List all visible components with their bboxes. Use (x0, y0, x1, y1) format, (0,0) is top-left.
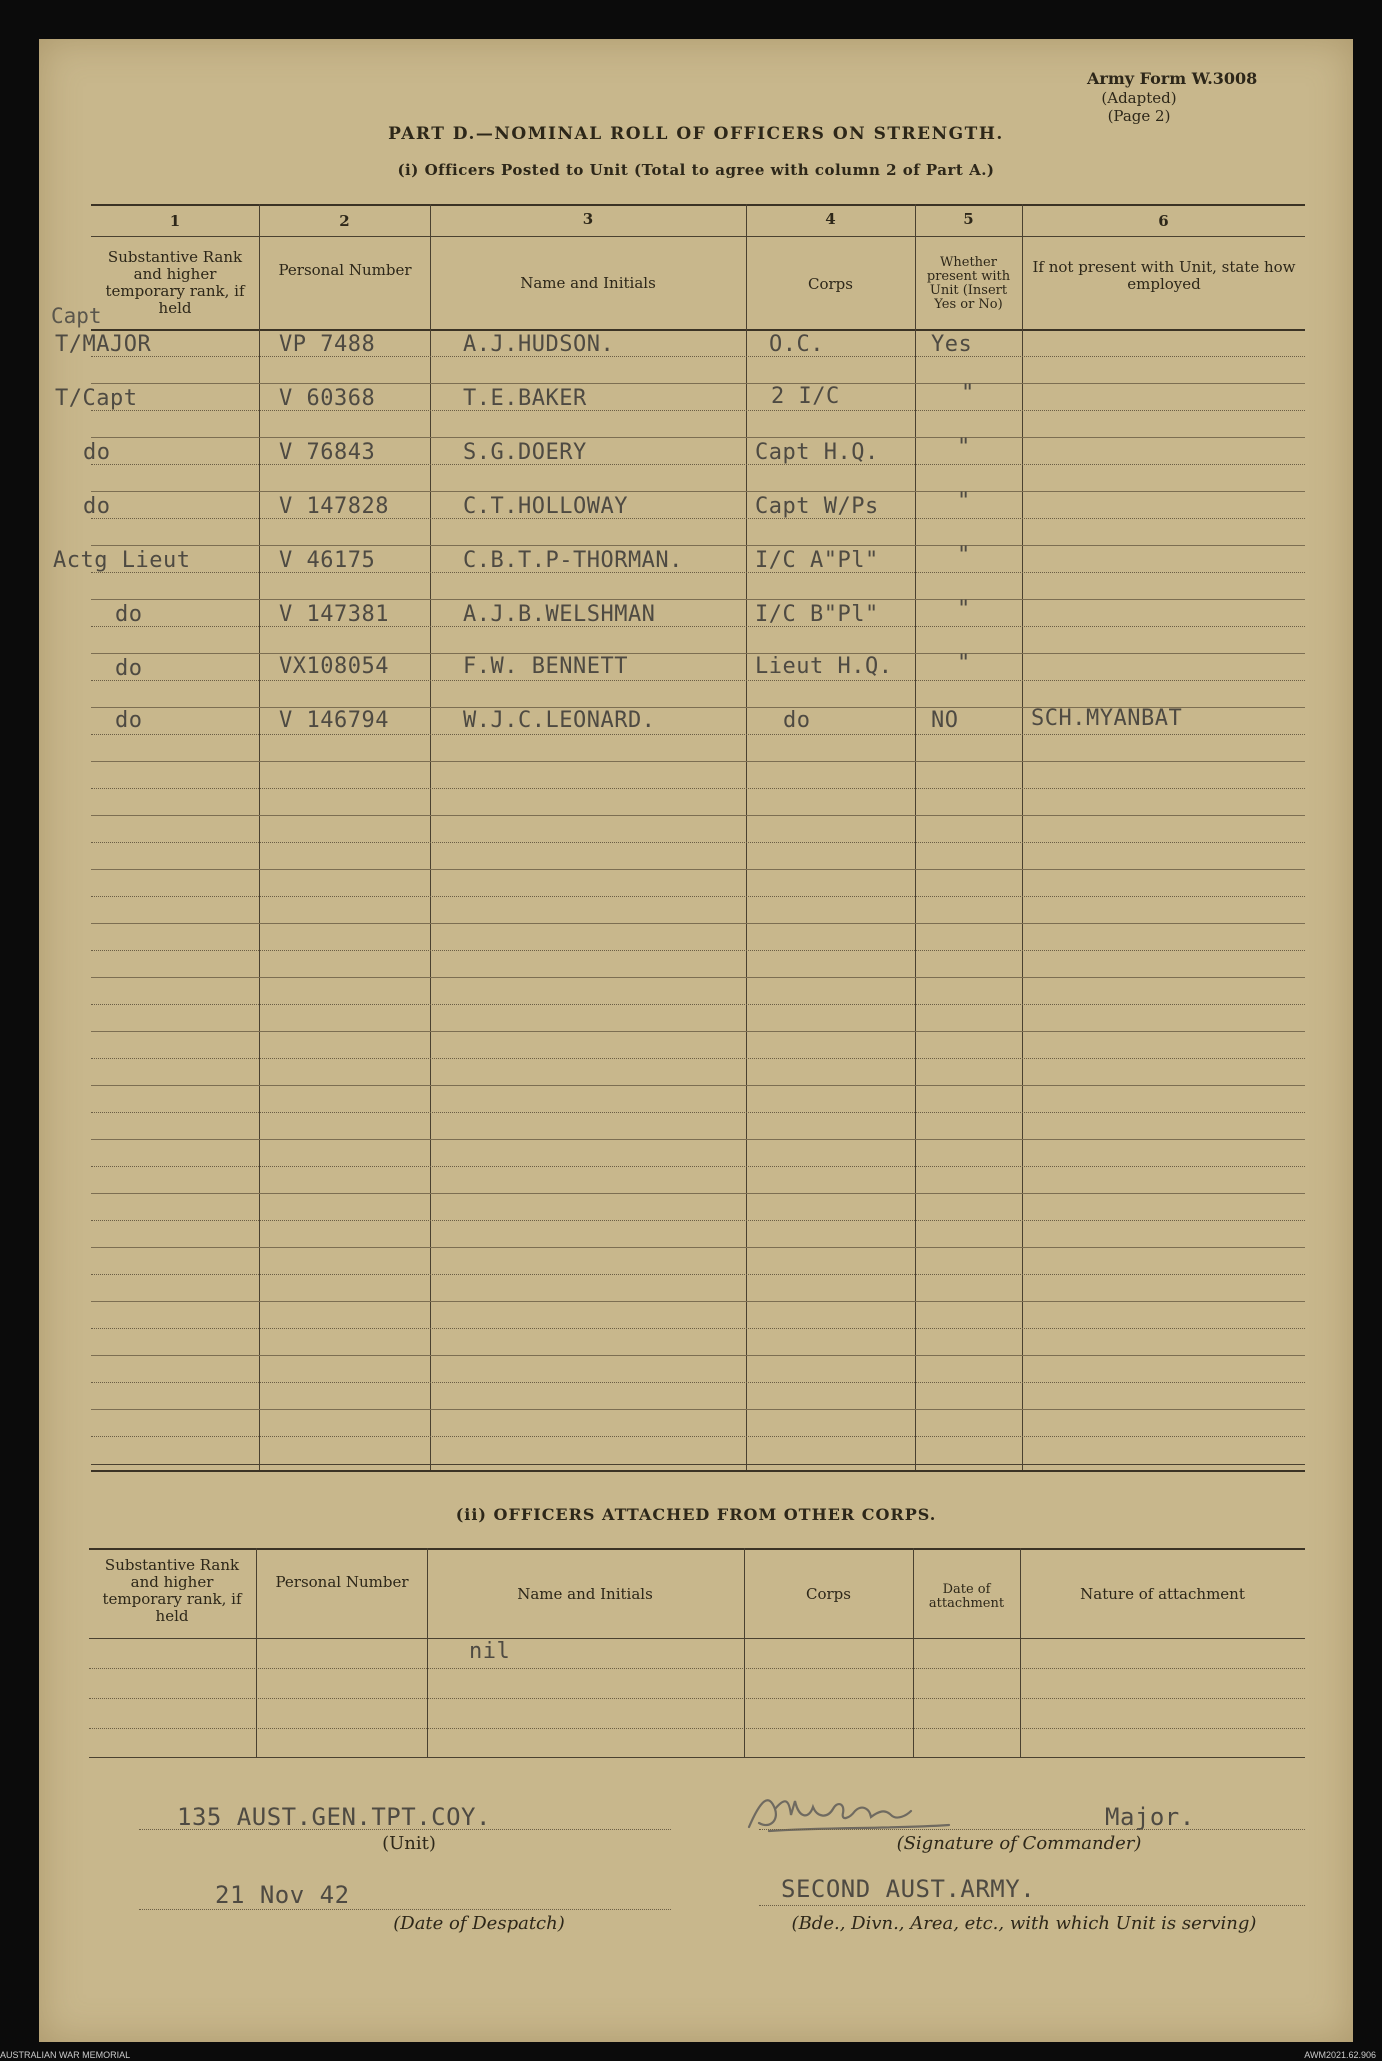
ruled-line (91, 1220, 1305, 1221)
formation-value: SECOND AUST.ARMY. (781, 1875, 1036, 1903)
row-2-rank: T/Capt (55, 386, 138, 411)
form-page-number: (Page 2) (1107, 107, 1171, 125)
ruled-line (91, 761, 1305, 762)
section2-title: (ii) OFFICERS ATTACHED FROM OTHER CORPS. (455, 1505, 937, 1524)
row-1-present: Yes (931, 332, 973, 357)
ruled-line (91, 1328, 1305, 1329)
row-4-present: " (957, 489, 971, 514)
column-number-1: 1 (169, 212, 181, 230)
row-7-rank: do (115, 656, 143, 681)
row-5-present: " (957, 543, 971, 568)
row-8-number: V 146794 (279, 708, 389, 733)
row-8-employed: SCH.MYANBAT (1031, 706, 1183, 731)
ruled-line (91, 815, 1305, 816)
ruled-line (91, 842, 1305, 843)
row-1-name: A.J.HUDSON. (463, 332, 615, 357)
ruled-line (91, 464, 1305, 465)
att-header-number: Personal Number (275, 1572, 409, 1591)
row-8-name: W.J.C.LEONARD. (463, 708, 656, 733)
ruled-line (91, 734, 1305, 735)
ruled-line (91, 491, 1305, 492)
row-7-corps: Lieut H.Q. (755, 654, 893, 679)
ruled-line (91, 1139, 1305, 1140)
row-1-number: VP 7488 (279, 332, 376, 357)
form-reference: Army Form W.3008 (1087, 69, 1258, 88)
form-adapted: (Adapted) (1101, 89, 1177, 107)
archive-reference: AWM2021.62.906 (1304, 2050, 1376, 2060)
column-number-6: 6 (1158, 212, 1169, 230)
header-present: Whether present with Unit (Insert Yes or No) (926, 255, 1011, 312)
row-8-rank: do (115, 708, 143, 733)
row-2-number: V 60368 (279, 386, 376, 411)
row-7-number: VX108054 (279, 654, 389, 679)
ruled-line (91, 410, 1305, 411)
ruled-line (91, 923, 1305, 924)
signature-label: (Signature of Commander) (896, 1833, 1142, 1854)
form-page (39, 39, 1353, 2042)
ruled-line (91, 1166, 1305, 1167)
ruled-line (91, 1004, 1305, 1005)
row-1-corps: O.C. (769, 332, 824, 357)
row-5-rank: Actg Lieut (53, 548, 191, 573)
att-header-rank: Substantive Rank and higher temporary rank, if held (102, 1556, 242, 1625)
header-personal-number: Personal Number (278, 260, 412, 279)
ruled-line (91, 896, 1305, 897)
ruled-line (91, 383, 1305, 384)
ruled-line (91, 572, 1305, 573)
page-subtitle: (i) Officers Posted to Unit (Total to agree with column 2 of Part A.) (397, 161, 995, 179)
row-6-name: A.J.B.WELSHMAN (463, 602, 656, 627)
row-4-corps: Capt W/Ps (755, 494, 879, 519)
ruled-line (91, 1112, 1305, 1113)
unit-value: 135 AUST.GEN.TPT.COY. (177, 1803, 491, 1831)
row-8-corps: do (783, 708, 811, 733)
ruled-line (91, 1409, 1305, 1410)
header-employed: If not present with Unit, state how employed (1032, 258, 1296, 293)
ruled-line (91, 869, 1305, 870)
row-4-rank: do (83, 494, 111, 519)
row-6-present: " (957, 597, 971, 622)
date-value: 21 Nov 42 (215, 1881, 350, 1909)
ruled-line (91, 1058, 1305, 1059)
row-1-rank: T/MAJOR (55, 332, 152, 357)
formation-label: (Bde., Divn., Area, etc., with which Unit is serving) (791, 1913, 1257, 1934)
ruled-line (91, 1301, 1305, 1302)
ruled-line (91, 518, 1305, 519)
column-number-3: 3 (582, 210, 594, 228)
row-5-number: V 46175 (279, 548, 376, 573)
ruled-line (91, 950, 1305, 951)
archive-credit: AUSTRALIAN WAR MEMORIAL (0, 2050, 131, 2060)
row-5-corps: I/C A"Pl" (755, 548, 879, 573)
date-label: (Date of Despatch) (393, 1913, 565, 1934)
ruled-line (91, 1436, 1305, 1437)
ruled-line (91, 653, 1305, 654)
header-corps: Corps (808, 274, 853, 293)
row-7-name: F.W. BENNETT (463, 654, 628, 679)
ruled-line (91, 1247, 1305, 1248)
ruled-line (91, 356, 1305, 357)
signature-rank: Major. (1105, 1803, 1195, 1831)
row-3-number: V 76843 (279, 440, 376, 465)
page-title: PART D.—NOMINAL ROLL OF OFFICERS ON STRENGTH. (388, 124, 1004, 144)
row-3-name: S.G.DOERY (463, 440, 587, 465)
ruled-line (91, 545, 1305, 546)
ruled-line (91, 437, 1305, 438)
att-header-nature: Nature of attachment (1080, 1584, 1245, 1603)
ruled-line (91, 1085, 1305, 1086)
row-8-present: NO (931, 708, 959, 733)
row-3-present: " (957, 435, 971, 460)
row-2-name: T.E.BAKER (463, 386, 587, 411)
ruled-line (91, 1355, 1305, 1356)
row-4-number: V 147828 (279, 494, 389, 519)
att-header-date: Date of attachment (928, 1582, 1005, 1611)
row-6-corps: I/C B"Pl" (755, 602, 879, 627)
attached-entry: nil (469, 1639, 511, 1664)
column-number-5: 5 (963, 210, 974, 228)
ruled-line (91, 1382, 1305, 1383)
unit-label: (Unit) (382, 1833, 436, 1854)
row-7-present: " (957, 651, 971, 676)
row-5-name: C.B.T.P-THORMAN. (463, 548, 683, 573)
row-3-corps: Capt H.Q. (755, 440, 879, 465)
ruled-line (91, 1193, 1305, 1194)
header-rank: Substantive Rank and higher temporary rank, if held (105, 248, 245, 317)
row-2-present: " (961, 381, 975, 406)
header-name: Name and Initials (520, 273, 656, 292)
att-header-corps: Corps (806, 1584, 851, 1603)
row-4-name: C.T.HOLLOWAY (463, 494, 628, 519)
ruled-line (91, 599, 1305, 600)
ruled-line (91, 977, 1305, 978)
ruled-line (91, 788, 1305, 789)
row-6-number: V 147381 (279, 602, 389, 627)
rank-annotation: Capt (51, 304, 102, 328)
ruled-line (91, 1031, 1305, 1032)
row-2-corps: 2 I/C (771, 384, 840, 409)
row-6-rank: do (115, 602, 143, 627)
att-header-name: Name and Initials (517, 1584, 653, 1603)
column-number-2: 2 (339, 212, 350, 230)
ruled-line (91, 1274, 1305, 1275)
row-3-rank: do (83, 440, 111, 465)
ruled-line (91, 680, 1305, 681)
column-number-4: 4 (825, 210, 836, 228)
ruled-line (91, 626, 1305, 627)
